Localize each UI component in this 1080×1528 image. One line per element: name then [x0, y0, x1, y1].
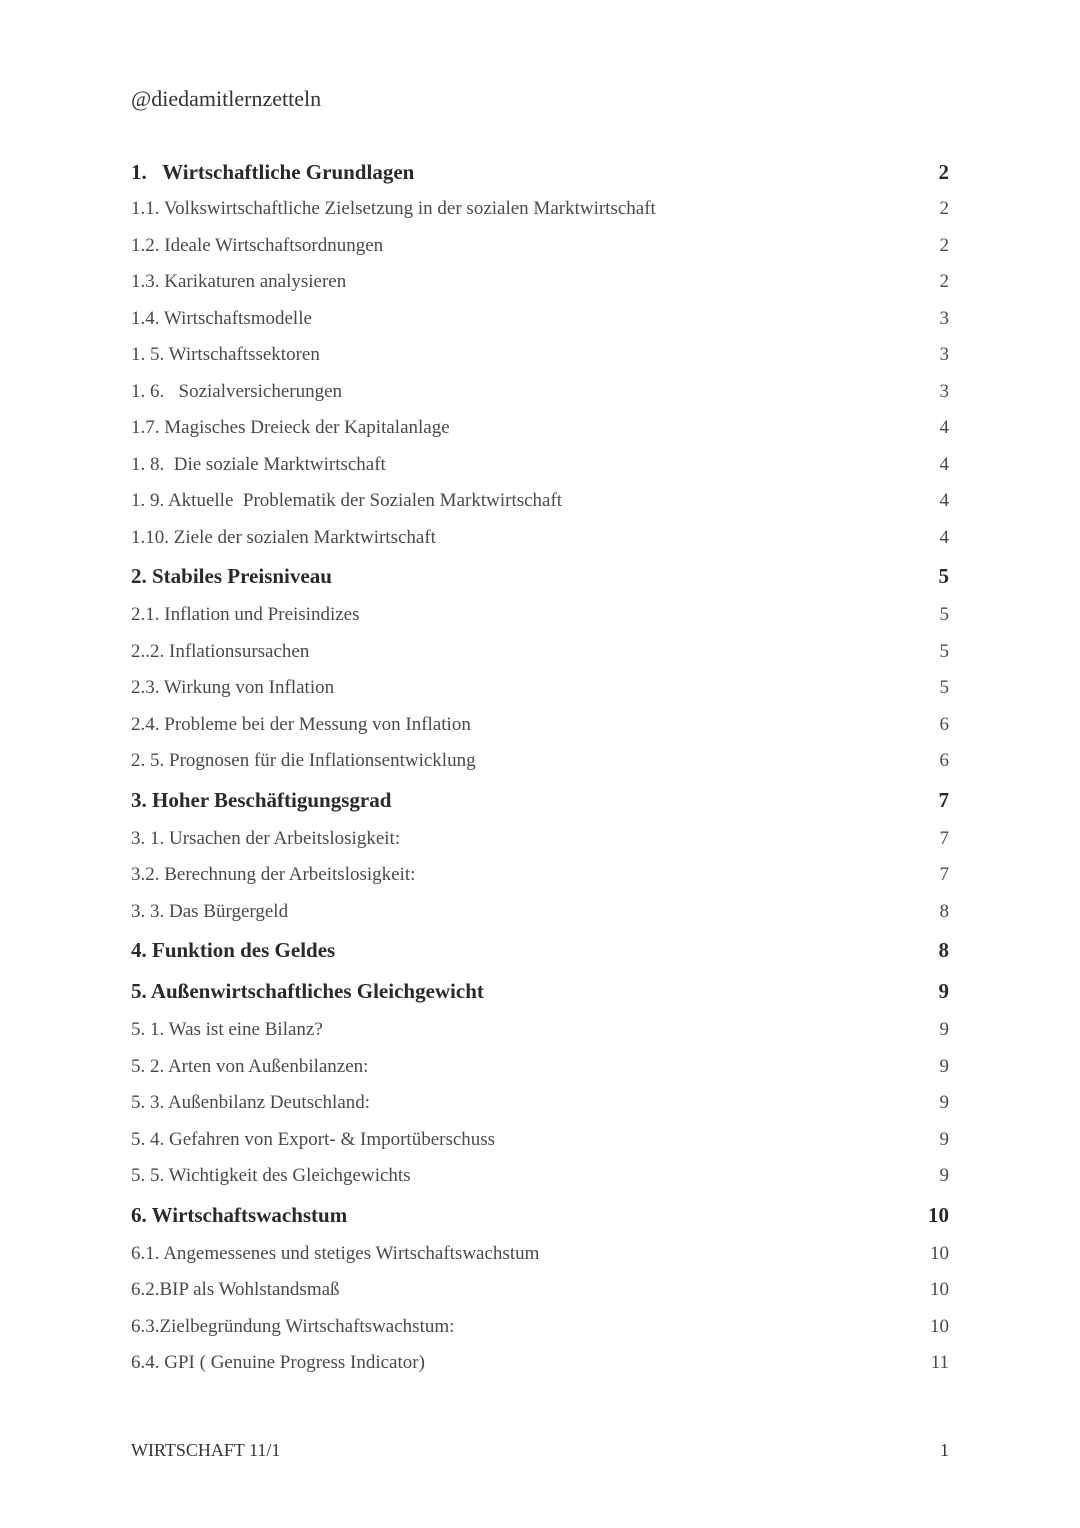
toc-subsection-row[interactable]: [131, 743, 949, 780]
toc-entry-page: 4: [939, 453, 949, 475]
toc-entry-page: 6: [939, 713, 949, 735]
toc-entry-title: 2..2. Inflationsursachen: [131, 640, 310, 662]
toc-entry-title: 5. 2. Arten von Außenbilanzen:: [131, 1055, 369, 1077]
toc-entry-page: 4: [939, 417, 949, 438]
toc-subsection-row[interactable]: [131, 1085, 949, 1122]
toc-entry-title: 5. 5. Wichtigkeit des Gleichgewichts: [131, 1165, 411, 1186]
toc-entry-title: 5. 4. Gefahren von Export- & Importüberschuss: [131, 1128, 496, 1150]
toc-entry-page: 4: [939, 526, 949, 548]
toc-section-row[interactable]: [131, 780, 949, 821]
toc-subsection-row[interactable]: [131, 1309, 949, 1346]
toc-entry-page: 5: [939, 677, 949, 698]
toc-entry-page: 8: [939, 900, 949, 922]
toc-subsection-row[interactable]: [131, 821, 949, 858]
toc-entry-page: 7: [939, 864, 949, 885]
toc-entry-title: 2. 5. Prognosen für die Inflationsentwicklung: [131, 750, 476, 771]
toc-subsection-row[interactable]: [131, 410, 949, 447]
page-header-handle: @diedamitlernzetteln: [131, 86, 322, 111]
toc-entry-page: 5: [938, 564, 949, 588]
toc-subsection-row[interactable]: [131, 1345, 949, 1382]
toc-entry-title: 6.4. GPI ( Genuine Progress Indicator): [131, 1352, 425, 1373]
toc-entry-title: 6.3.Zielbegründung Wirtschaftswachstum:: [131, 1315, 455, 1337]
toc-subsection-row[interactable]: [131, 1122, 949, 1159]
toc-entry-title: 2.1. Inflation und Preisindizes: [131, 604, 360, 625]
toc-entry-title: 5. Außenwirtschaftliches Gleichgewicht: [131, 979, 484, 1003]
toc-entry-title: 4. Funktion des Geldes: [131, 938, 336, 962]
toc-subsection-row[interactable]: [131, 1049, 949, 1086]
toc-entry-title: 2.3. Wirkung von Inflation: [131, 677, 335, 698]
toc-entry-title: 3. 1. Ursachen der Arbeitslosigkeit:: [131, 827, 401, 849]
toc-subsection-row[interactable]: [131, 337, 949, 374]
page-footer: [131, 1440, 949, 1461]
toc-entry-title: 1. 6. Sozialversicherungen: [131, 380, 343, 402]
toc-subsection-row[interactable]: [131, 447, 949, 484]
toc-subsection-row[interactable]: [131, 374, 949, 411]
toc-entry-page: 10: [928, 1202, 949, 1227]
toc-entry-title: 6.1. Angemessenes und stetiges Wirtschaftswachstum: [131, 1242, 540, 1264]
toc-entry-title: 1. 8. Die soziale Marktwirtschaft: [131, 453, 386, 475]
toc-entry-page: 3: [939, 307, 949, 329]
toc-entry-title: 1. 9. Aktuelle Problematik der Sozialen Marktwirtschaft: [131, 490, 563, 511]
footer-title: WIRTSCHAFT 11/1: [131, 1440, 281, 1460]
toc-subsection-row[interactable]: [131, 1012, 949, 1049]
toc-entry-page: 3: [939, 344, 949, 365]
toc-entry-title: 1.3. Karikaturen analysieren: [131, 271, 347, 292]
toc-entry-page: 3: [939, 380, 949, 402]
toc-entry-title: 1.10. Ziele der sozialen Marktwirtschaft: [131, 526, 436, 548]
toc-entry-page: 4: [939, 490, 949, 511]
toc-entry-page: 2: [938, 160, 949, 184]
toc-entry-page: 10: [930, 1242, 949, 1264]
toc-subsection-row[interactable]: [131, 520, 949, 557]
toc-section-row[interactable]: [131, 971, 949, 1012]
toc-section-row[interactable]: [131, 1195, 949, 1236]
toc-subsection-row[interactable]: [131, 894, 949, 931]
toc-subsection-row[interactable]: [131, 264, 949, 301]
toc-entry-title: 3.2. Berechnung der Arbeitslosigkeit:: [131, 864, 416, 885]
footer-page-number: 1: [940, 1440, 949, 1460]
toc-entry-page: 7: [939, 827, 949, 849]
toc-entry-title: 1.4. Wirtschaftsmodelle: [131, 307, 312, 329]
toc-entry-page: 11: [930, 1352, 949, 1373]
toc-entry-title: 1.7. Magisches Dreieck der Kapitalanlage: [131, 417, 450, 438]
toc-subsection-row[interactable]: [131, 1272, 949, 1309]
toc-entry-page: 2: [939, 234, 949, 256]
toc-entry-title: 1.2. Ideale Wirtschaftsordnungen: [131, 234, 384, 256]
toc-entry-title: 5. 3. Außenbilanz Deutschland:: [131, 1092, 371, 1113]
toc-subsection-row[interactable]: [131, 707, 949, 744]
toc-entry-page: 7: [938, 787, 949, 812]
toc-subsection-row[interactable]: [131, 1158, 949, 1195]
toc-section-row[interactable]: [131, 556, 949, 597]
toc-entry-title: 2.4. Probleme bei der Messung von Inflation: [131, 713, 471, 735]
toc-entry-page: 6: [939, 750, 949, 771]
toc-entry-title: 1. 5. Wirtschaftssektoren: [131, 344, 320, 365]
toc-entry-title: 5. 1. Was ist eine Bilanz?: [131, 1019, 323, 1040]
toc-entry-page: 9: [939, 1019, 949, 1040]
toc-entry-title: 2. Stabiles Preisniveau: [131, 564, 332, 588]
toc-entry-page: 2: [939, 198, 949, 219]
toc-subsection-row[interactable]: [131, 857, 949, 894]
toc-entry-title: 6. Wirtschaftswachstum: [131, 1202, 348, 1227]
toc-entry-page: 9: [938, 979, 949, 1003]
table-of-contents: [131, 154, 949, 1382]
toc-entry-page: 8: [938, 938, 949, 962]
toc-entry-page: 2: [939, 271, 949, 292]
toc-subsection-row[interactable]: [131, 483, 949, 520]
toc-subsection-row[interactable]: [131, 597, 949, 634]
toc-entry-page: 5: [939, 640, 949, 662]
toc-entry-title: 3. Hoher Beschäftigungsgrad: [131, 787, 392, 812]
toc-entry-page: 10: [930, 1315, 949, 1337]
toc-subsection-row[interactable]: [131, 191, 949, 228]
toc-subsection-row[interactable]: [131, 228, 949, 265]
toc-subsection-row[interactable]: [131, 634, 949, 671]
toc-entry-title: 3. 3. Das Bürgergeld: [131, 900, 289, 922]
toc-subsection-row[interactable]: [131, 1236, 949, 1273]
toc-entry-title: 1.1. Volkswirtschaftliche Zielsetzung in der sozialen Marktwirtschaft: [131, 198, 656, 219]
toc-entry-page: 9: [939, 1165, 949, 1186]
toc-entry-page: 5: [939, 604, 949, 625]
toc-subsection-row[interactable]: [131, 301, 949, 338]
toc-section-row[interactable]: [131, 154, 949, 191]
toc-entry-title: 1. Wirtschaftliche Grundlagen: [131, 160, 415, 184]
toc-subsection-row[interactable]: [131, 670, 949, 707]
toc-entry-page: 9: [939, 1128, 949, 1150]
toc-entry-page: 10: [930, 1279, 949, 1300]
toc-entry-page: 9: [939, 1092, 949, 1113]
toc-entry-page: 9: [939, 1055, 949, 1077]
toc-entry-title: 6.2.BIP als Wohlstandsmaß: [131, 1279, 340, 1300]
toc-section-row[interactable]: [131, 930, 949, 971]
